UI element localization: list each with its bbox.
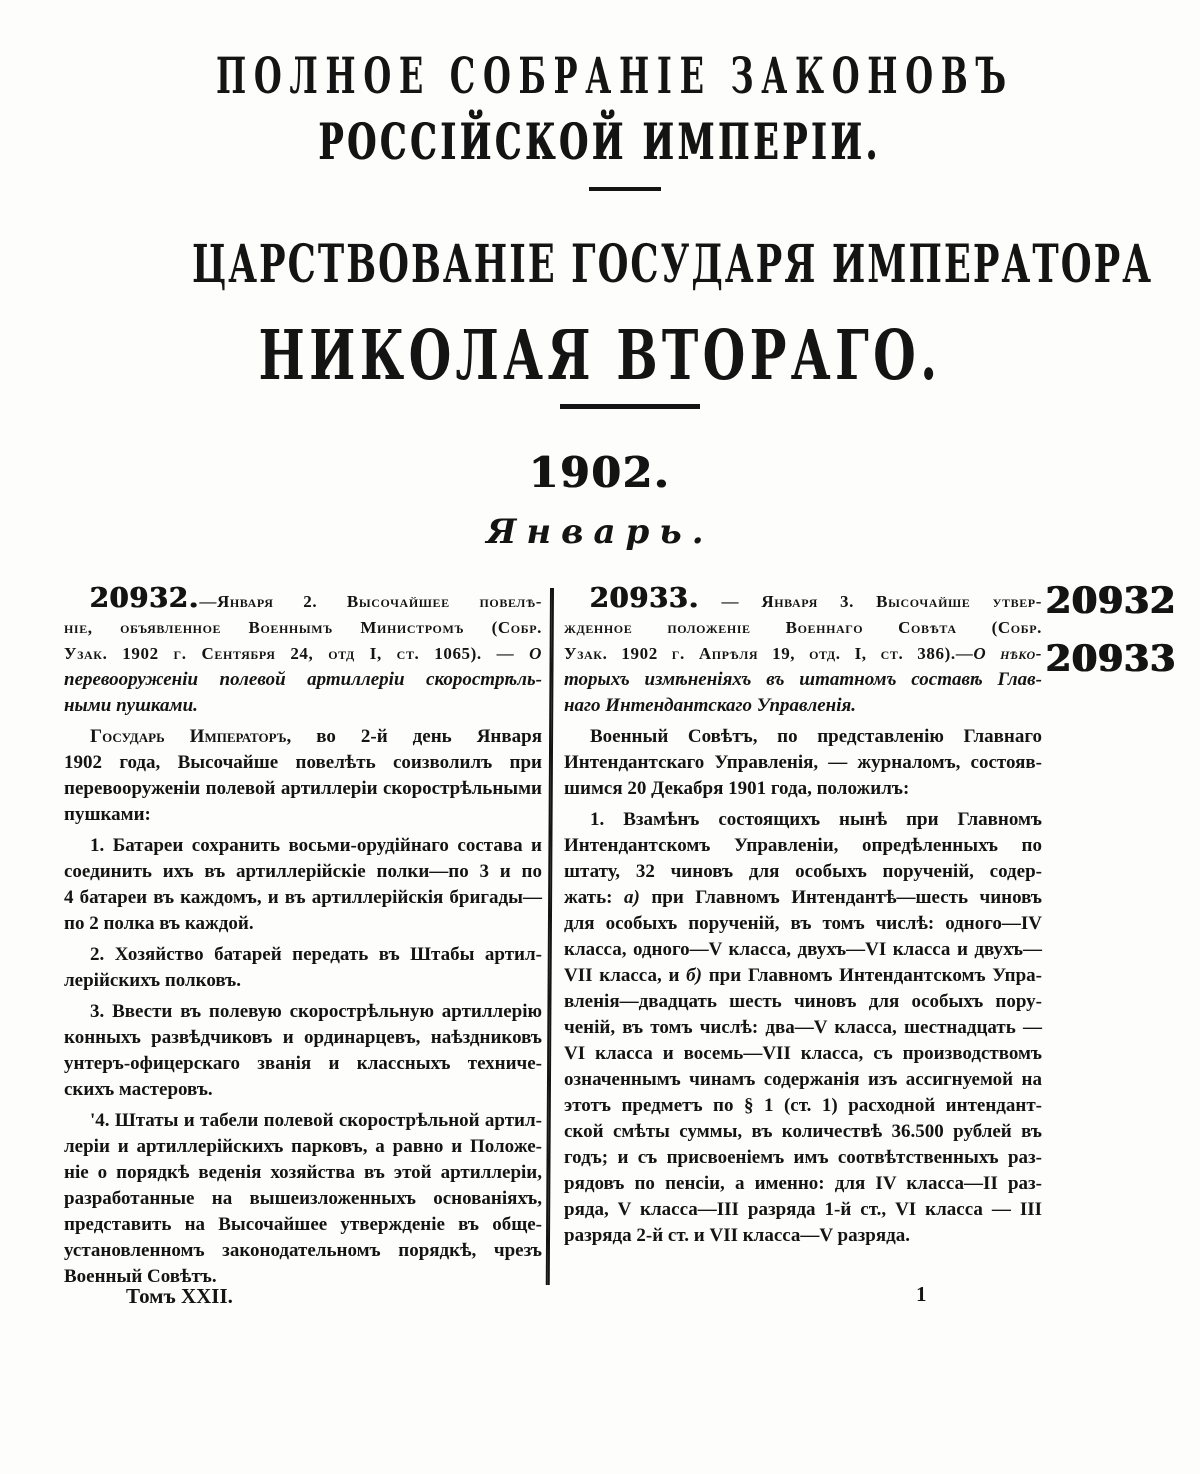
text-line: торыхъ измѣненіяхъ въ штатномъ составѣ Глав- (564, 669, 1042, 690)
text-line: VI класса и восемь—VII класса, съ производствомъ (564, 1043, 1042, 1064)
text-line: ными пушками. (64, 695, 198, 716)
text-line: шимся 20 Декабря 1901 года, положилъ: (564, 778, 910, 799)
text-line: 1. Батареи сохранить восьми-орудійнаго состава и (90, 835, 542, 856)
divider-rule-middle (560, 404, 700, 409)
text-line: Узак. 1902 г. Апрѣля 19, отд. I, ст. 386).—О нѣко- (564, 644, 1043, 663)
text-line: годъ; и съ присвоеніемъ имъ соотвѣтственныхъ раз- (564, 1147, 1042, 1168)
text-line: 1. Взамѣнъ состоящихъ нынѣ при Главномъ (590, 809, 1042, 830)
text-line: этотъ предметъ по § 1 (ст. 1) расходной интендант- (564, 1095, 1042, 1116)
text-line: Военный Совѣтъ, по представленію Главнаго (590, 726, 1042, 747)
text-line: наго Интендантскаго Управленія. (564, 695, 857, 716)
text-line: скихъ мастеровъ. (64, 1079, 213, 1100)
text-line: означеннымъ чинамъ содержанія изъ ассигнуемой на (564, 1069, 1042, 1090)
text-line: перевооруженіи полевой артиллеріи скорострѣльными (64, 778, 542, 799)
text-line: леріи и артиллерійскихъ парковъ, а равно и Положе- (64, 1136, 542, 1157)
text-line: Интендантскаго Управленія, — журналомъ, состояв- (564, 752, 1042, 773)
margin-entry-number-20932: 20932 (1046, 580, 1177, 622)
text-line: штату, 32 чиновъ для особыхъ порученій, содер- (564, 861, 1042, 882)
column-divider (546, 588, 554, 1285)
reign-heading: ЦАРСТВОВАНІЕ ГОСУДАРЯ ИМПЕРАТОРА (192, 234, 1154, 295)
text-line: вленія—двадцать шесть чиновъ для особыхъ пору- (564, 991, 1042, 1012)
emperor-name-heading: НИКОЛАЯ ВТОРАГО. (258, 316, 942, 396)
month-heading: Январь. (486, 512, 714, 552)
text-line: 20933. — Января 3. Высочайше утвер- (590, 583, 1042, 614)
text-line: лерійскихъ полковъ. (64, 970, 242, 991)
text-line: Государь Императоръ, во 2-й день Января (90, 726, 542, 747)
divider-rule-top (589, 187, 661, 191)
text-line: ской смѣты суммы, въ количествѣ 36.500 рублей въ (564, 1121, 1042, 1142)
text-line: ряда, V класса—III разряда 1-й ст., VI класса — III (564, 1199, 1042, 1220)
text-line: для особыхъ порученій, въ томъ числѣ: одного—IV (564, 913, 1042, 934)
text-line: установленномъ законодательномъ порядкѣ, чрезъ (64, 1240, 542, 1261)
text-line: разряда 2-й ст. и VII класса—V разряда. (564, 1225, 910, 1246)
text-line: по 2 полка въ каждой. (64, 913, 254, 934)
text-line: жденное положеніе Военнаго Совѣта (Собр. (564, 618, 1042, 637)
margin-entry-number-20933: 20933 (1046, 638, 1177, 680)
text-line: 2. Хозяйство батарей передать въ Штабы артил- (90, 944, 542, 965)
text-line: Военный Совѣтъ. (64, 1266, 217, 1287)
text-line: Узак. 1902 г. Сентября 24, отд I, ст. 1065). — О (64, 644, 542, 663)
text-line: представить на Высочайшее утвержденіе въ обще- (64, 1214, 542, 1235)
text-line: 3. Ввести въ полевую скорострѣльную артиллерію (90, 1001, 542, 1022)
law-entry-20933-column (564, 583, 1043, 1249)
text-line: ніе о порядкѣ веденія хозяйства въ этой артиллеріи, (64, 1162, 542, 1183)
year-heading: 1902. (529, 448, 671, 497)
text-line: Интендантскомъ Управленіи, опредѣленныхъ по (564, 835, 1042, 856)
text-line: пушками: (64, 804, 151, 825)
text-line: 20932.—Января 2. Высочайшее повелѣ- (90, 583, 542, 614)
text-line: VII класса, и б) при Главномъ Интендантскомъ Упра- (564, 965, 1042, 986)
text-line: ніе, объявленное Военнымъ Министромъ (Собр. (64, 618, 542, 637)
law-entry-20932-column (64, 583, 542, 1290)
text-line: соединить ихъ въ артиллерійскіе полки—по 3 и по (64, 861, 542, 882)
page-number: 1 (916, 1282, 927, 1306)
text-line: унтеръ-офицерскаго званія и классныхъ техниче- (64, 1053, 542, 1074)
text-line: ченій, въ томъ числѣ: два—V класса, шестнадцать — (564, 1017, 1042, 1038)
text-line: 4 батареи въ каждомъ, и въ артиллерійскія бригады— (64, 887, 542, 908)
text-line: класса, одного—V класса, двухъ—VI класса и двухъ— (564, 939, 1042, 960)
volume-footer: Томъ XXII. (126, 1284, 233, 1308)
text-line: разработанные на вышеизложенныхъ основаніяхъ, (64, 1188, 542, 1209)
masthead-title: ПОЛНОЕ СОБРАНІЕ ЗАКОНОВЪ (216, 46, 1014, 105)
text-line: перевооруженіи полевой артиллеріи скорострѣль- (64, 669, 542, 690)
text-line: конныхъ развѣдчиковъ и ординарцевъ, наѣздниковъ (64, 1027, 542, 1048)
edition-title: РОССІЙСКОЙ ИМПЕРІИ. (318, 112, 882, 171)
text-line: жать: а) при Главномъ Интендантѣ—шесть чиновъ (564, 887, 1043, 908)
text-line: '4. Штаты и табели полевой скорострѣльной артил- (90, 1110, 542, 1131)
text-line: 1902 года, Высочайше повелѣть соизволилъ при (64, 752, 542, 773)
text-line: рядовъ по пенсіи, а именно: для IV класса—II раз- (564, 1173, 1042, 1194)
